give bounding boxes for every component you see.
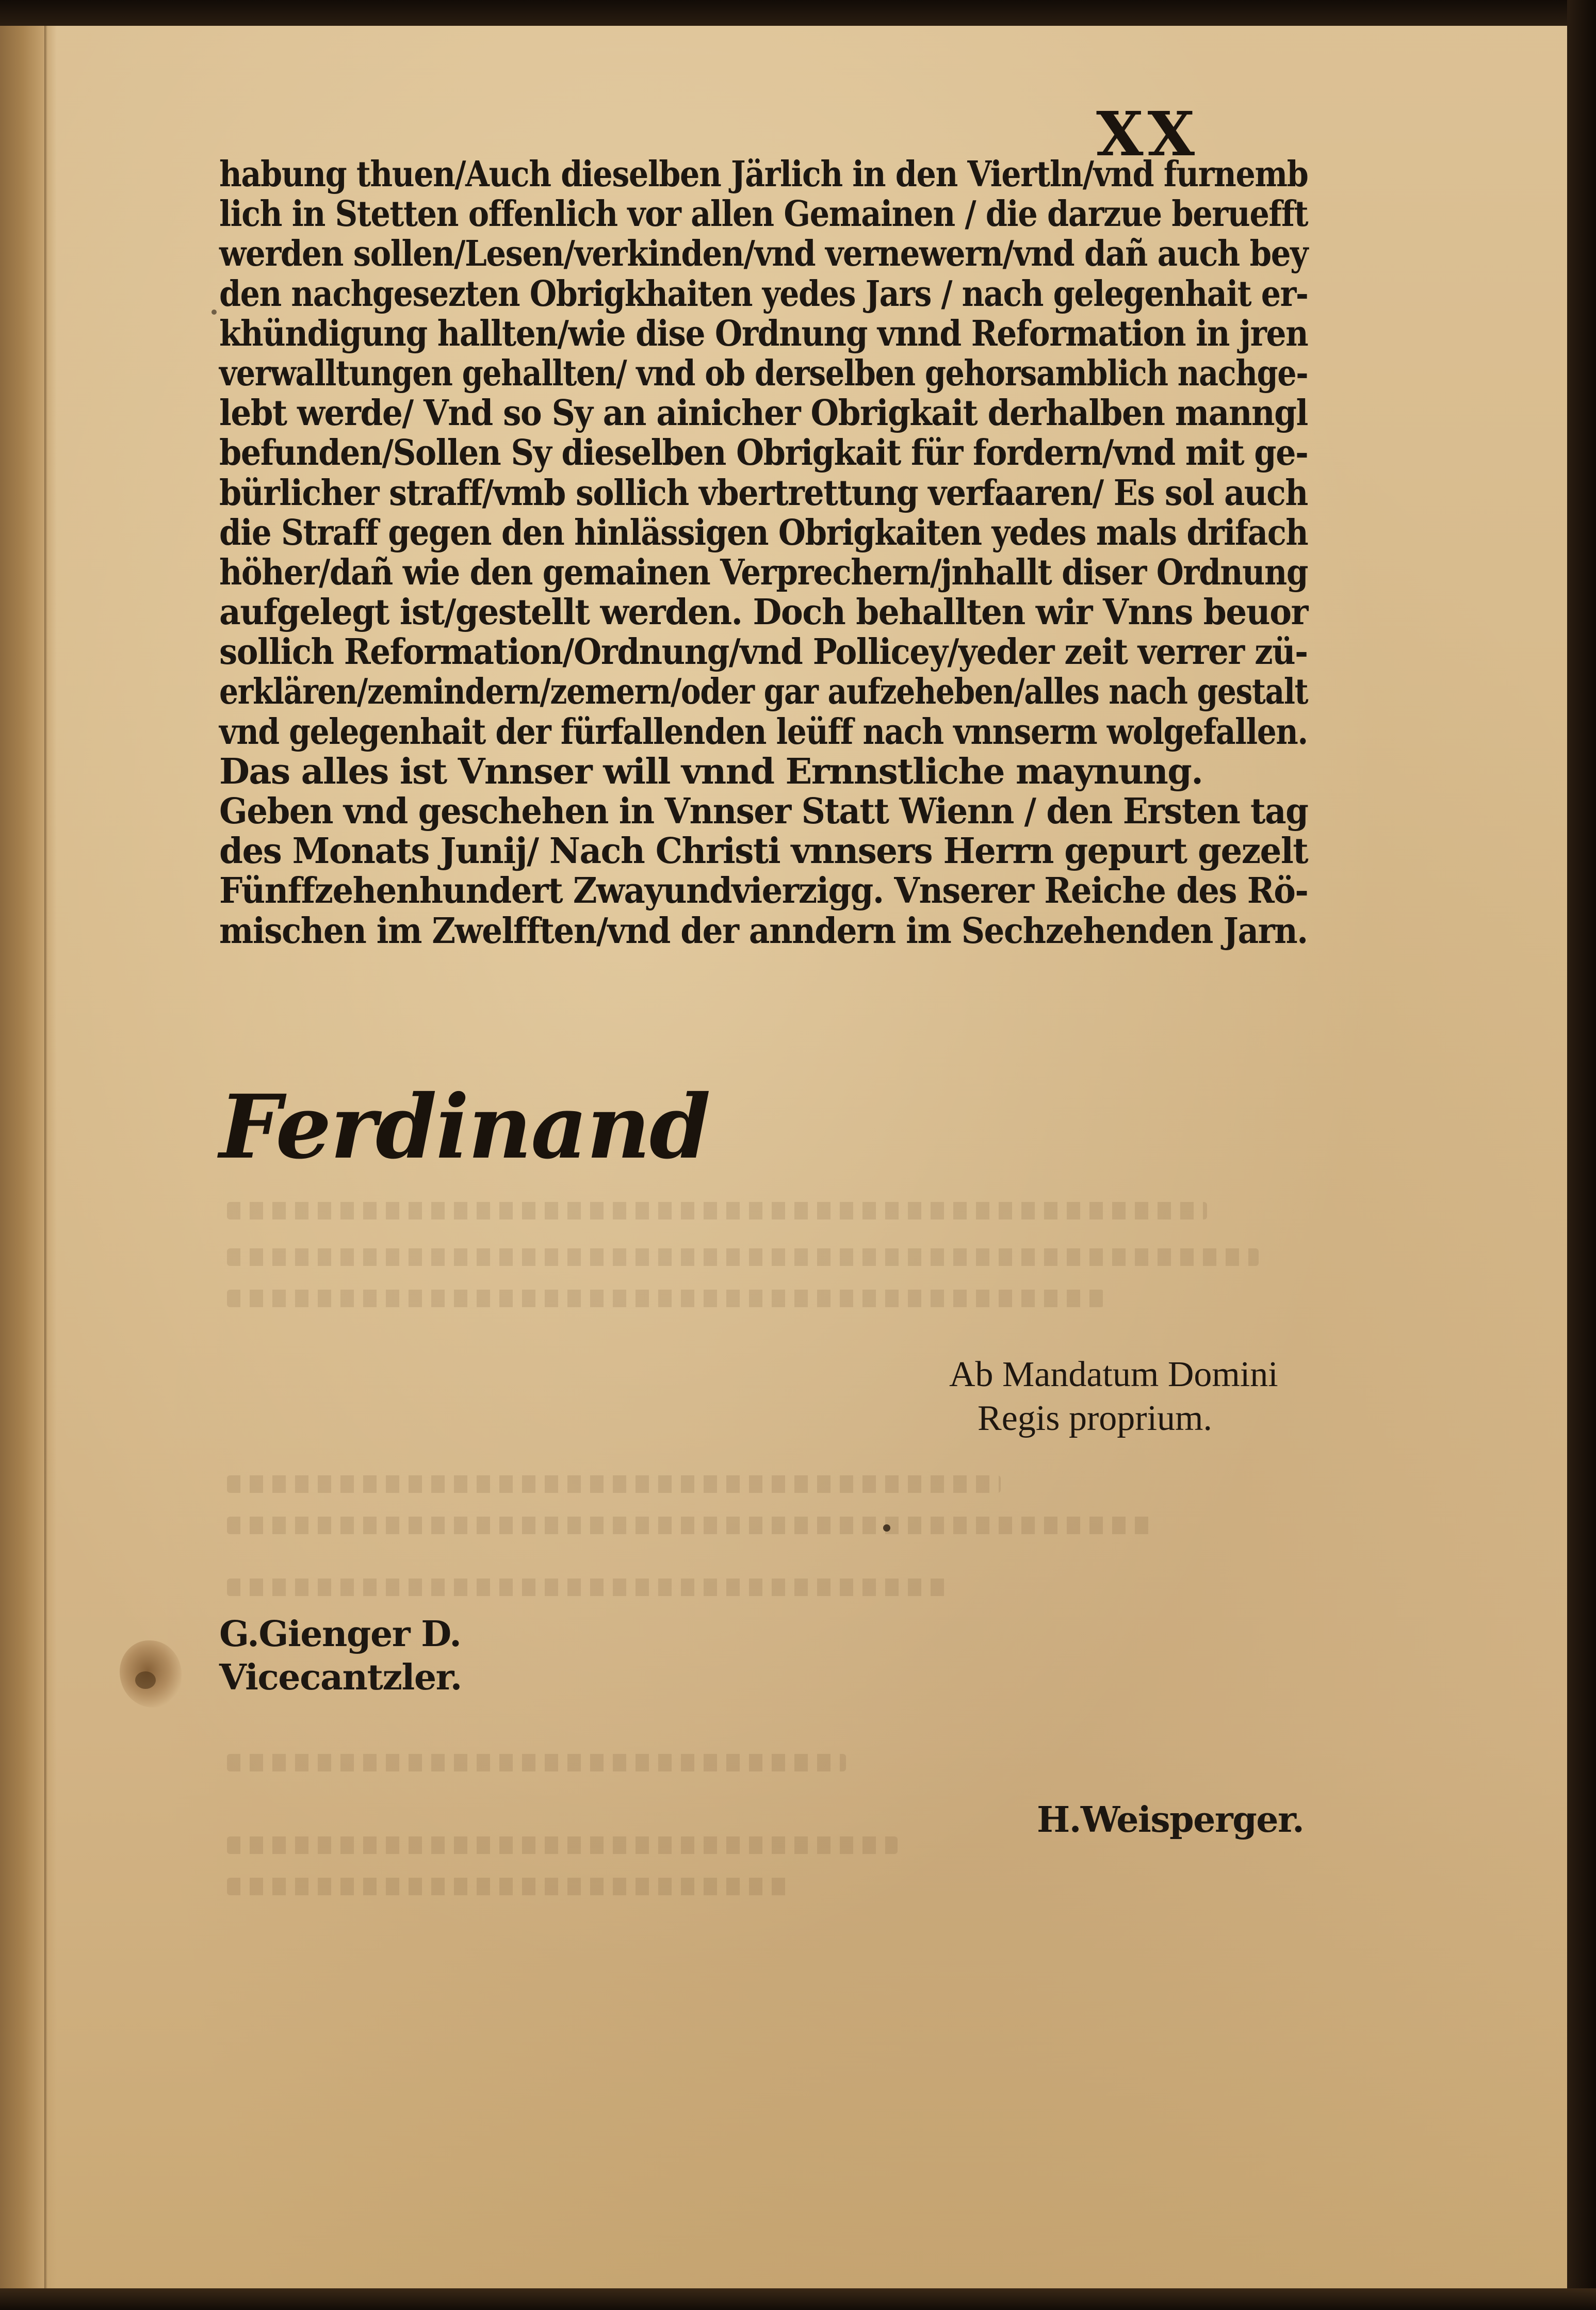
text-line: mischen im Zwelfften/vnd der anndern im Sechzehenden Jarn. bbox=[219, 910, 1308, 952]
text-line: Fünffzehenhundert Zwayundvierzigg. Vnserer Reiche des Rö- bbox=[219, 870, 1308, 912]
scan-border-right bbox=[1567, 0, 1596, 2310]
text-line: sollich Reformation/Ordnung/vnd Pollicey/yeder zeit verrer zü- bbox=[219, 631, 1308, 673]
text-line: des Monats Junij/ Nach Christi vnnsers Herrn gepurt gezelt bbox=[219, 831, 1308, 872]
bleed-through-text bbox=[227, 1202, 1207, 1219]
scan-border-top bbox=[0, 0, 1596, 26]
scan-border-bottom bbox=[0, 2288, 1596, 2310]
text-line: khündigung hallten/wie dise Ordnung vnnd Reformation in jren bbox=[219, 313, 1308, 354]
text-line: aufgelegt ist/gestellt werden. Doch behallten wir Vnns beuor bbox=[219, 592, 1308, 633]
text-line: die Straff gegen den hinlässigen Obrigkaiten yedes mals drifach bbox=[219, 512, 1308, 554]
mandate-line: Ab Mandatum Domini bbox=[949, 1355, 1278, 1394]
text-line: lebt werde/ Vnd so Sy an ainicher Obrigkait derhalben manngl bbox=[219, 393, 1308, 434]
text-line: Geben vnd geschehen in Vnnser Statt Wienn / den Ersten tag bbox=[219, 791, 1308, 832]
body-text bbox=[219, 155, 1308, 951]
text-line: erklären/zemindern/zemern/oder gar aufzeheben/alles nach gestalt bbox=[219, 671, 1308, 713]
text-line: vnd gelegenhait der fürfallenden leüff nach vnnserm wolgefallen. bbox=[219, 711, 1308, 753]
mandate-line: Regis proprium. bbox=[978, 1398, 1212, 1438]
bleed-through-text bbox=[227, 1475, 1001, 1493]
bleed-through-text bbox=[227, 1290, 1104, 1307]
text-line: habung thuen/Auch dieselben Järlich in den Viertln/vnd furnemb bbox=[219, 154, 1308, 195]
paper-stain-dot bbox=[135, 1671, 156, 1689]
text-line: Das alles ist Vnnser will vnnd Ernnstliche maynung. bbox=[219, 751, 1203, 792]
chancellor-name: G.Gienger D. bbox=[219, 1614, 461, 1655]
ink-speck bbox=[883, 1524, 890, 1532]
bleed-through-text bbox=[227, 1517, 1155, 1534]
gutter-line bbox=[44, 21, 47, 2290]
bleed-through-text bbox=[227, 1754, 846, 1771]
bleed-through-text bbox=[227, 1248, 1259, 1266]
royal-signature: Ferdinand bbox=[219, 1076, 710, 1179]
bleed-through-text bbox=[227, 1579, 949, 1596]
text-line: den nachgesezten Obrigkhaiten yedes Jars / nach gelegenhait er- bbox=[219, 273, 1308, 315]
bleed-through-text bbox=[227, 1836, 898, 1854]
chancellor-title: Vicecantzler. bbox=[219, 1657, 462, 1698]
ink-speck bbox=[211, 310, 217, 315]
text-line: lich in Stetten offenlich vor allen Gemainen / die darzue beruefft bbox=[219, 193, 1308, 235]
text-line: verwalltungen gehallten/ vnd ob derselben gehorsamblich nachge- bbox=[219, 352, 1308, 394]
secretary-name: H.Weisperger. bbox=[1037, 1799, 1304, 1841]
text-line: befunden/Sollen Sy dieselben Obrigkait für fordern/vnd mit ge- bbox=[219, 432, 1308, 474]
text-line: bürlicher straff/vmb sollich vbertrettung verfaaren/ Es sol auch bbox=[219, 472, 1308, 514]
text-line: höher/dañ wie den gemainen Verprechern/jnhallt diser Ordnung bbox=[219, 551, 1308, 593]
page-number: XX bbox=[1096, 98, 1199, 170]
book-spine-shadow bbox=[0, 0, 57, 2310]
text-line: werden sollen/Lesen/verkinden/vnd vernewern/vnd dañ auch bey bbox=[219, 233, 1308, 275]
bleed-through-text bbox=[227, 1878, 794, 1895]
